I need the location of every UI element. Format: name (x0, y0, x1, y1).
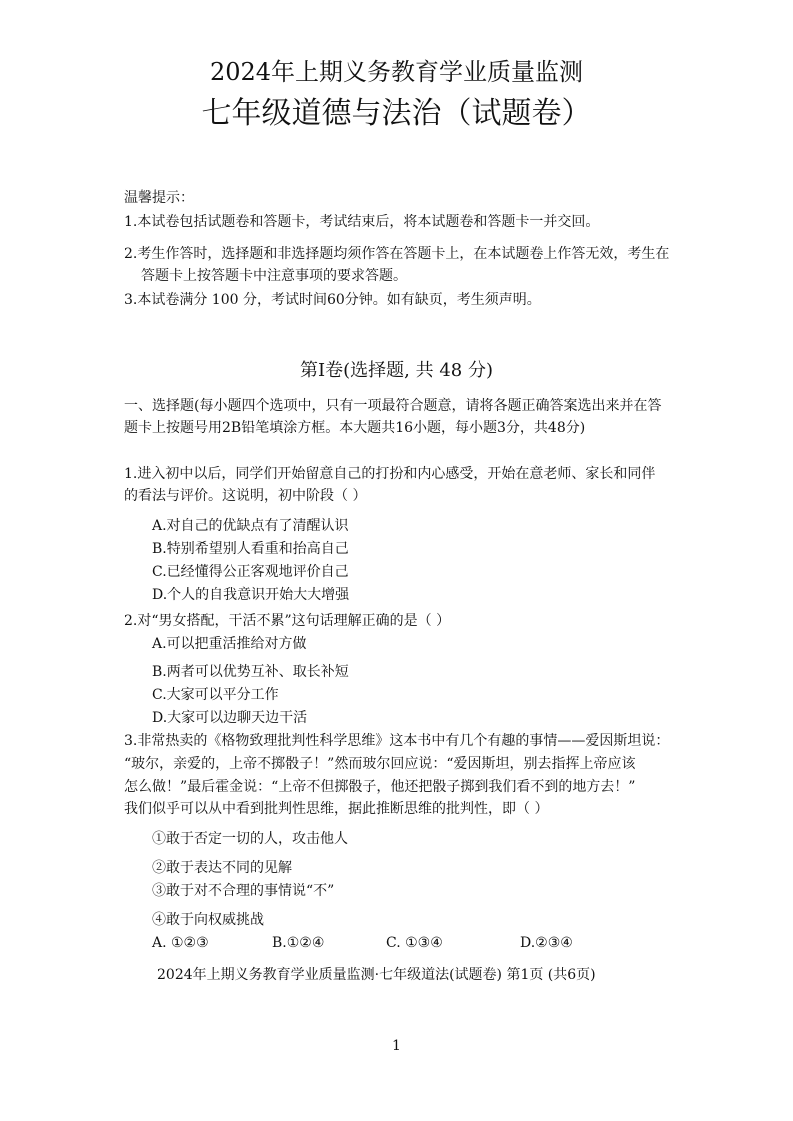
option-d: D.②③④ (520, 935, 573, 951)
statement-3: ③敢于对不合理的事情说“不” (152, 883, 335, 899)
question-stem: 1.进入初中以后，同学们开始留意自己的打扮和内心感受，开始在意老师、家长和同伴 (124, 466, 656, 482)
option-b: B.①②④ (272, 935, 325, 951)
option-d: D.个人的自我意识开始大大增强 (152, 587, 350, 603)
exam-title: 2024年上期义务教育学业质量监测 (209, 58, 584, 86)
option-b: B.特别希望别人看重和抬高自己 (152, 541, 349, 557)
question-stem: 3.非常热卖的《格物致理批判性科学思维》这本书中有几个有趣的事情——爱因斯坦说： (124, 733, 670, 749)
statement-2: ②敢于表达不同的见解 (152, 860, 292, 876)
notice-item-1: 1.本试卷包括试题卷和答题卡，考试结束后，将本试题卷和答题卡一并交回。 (124, 214, 600, 230)
question-stem: 2.对“男女搭配，干活不累”这句话理解正确的是（ ） (124, 613, 451, 629)
notice-item-3: 3.本试卷满分 100 分，考试时间60分钟。如有缺页，考生须声明。 (124, 292, 541, 308)
option-a: A. ①②③ (152, 935, 209, 951)
option-c: C. ①③④ (386, 935, 443, 951)
question-stem-cont: 的看法与评价。这说明，初中阶段（ ） (124, 488, 367, 504)
section-instruction: 一、选择题(每小题四个选项中，只有一项最符合题意，请将各题正确答案选出来并在答 (124, 398, 662, 414)
option-d: D.大家可以边聊天边干活 (152, 710, 308, 726)
option-a: A.对自己的优缺点有了清醒认识 (152, 518, 349, 534)
section-instruction-cont: 题卡上按题号用2B铅笔填涂方框。本大题共16小题，每小题3分，共48分) (124, 420, 586, 436)
running-footer: 2024年上期义务教育学业质量监测·七年级道法(试题卷) 第1页 (共6页) (157, 967, 596, 983)
question-stem-cont: 我们似乎可以从中看到批判性思维，据此推断思维的批判性，即（ ） (124, 801, 549, 817)
notice-item-2: 2.考生作答时，选择题和非选择题均须作答在答题卡上，在本试题卷上作答无效，考生在 (124, 246, 670, 262)
options-row (0, 933, 793, 953)
notice-item-2-cont: 答题卡上按答题卡中注意事项的要求答题。 (141, 268, 407, 284)
section-title: 第Ⅰ卷(选择题, 共 48 分) (300, 360, 493, 381)
option-b: B.两者可以优势互补、取长补短 (152, 664, 349, 680)
option-a: A.可以把重活推给对方做 (152, 636, 307, 652)
statement-1: ①敢于否定一切的人，攻击他人 (152, 831, 348, 847)
question-stem-cont: “玻尔，亲爱的，上帝不掷骰子！”然而玻尔回应说：“爱因斯坦，别去指挥上帝应该 (124, 756, 636, 772)
option-c: C.已经懂得公正客观地评价自己 (152, 564, 349, 580)
question-stem-cont: 怎么做！”最后霍金说：“上帝不但掷骰子，他还把骰子掷到我们看不到的地方去！” (124, 779, 636, 795)
notice-heading: 温馨提示： (124, 190, 194, 206)
statement-4: ④敢于向权威挑战 (152, 912, 264, 928)
option-c: C.大家可以平分工作 (152, 687, 279, 703)
page-number: 1 (392, 1038, 401, 1054)
exam-subtitle: 七年级道德与法治（试题卷） (201, 96, 592, 131)
